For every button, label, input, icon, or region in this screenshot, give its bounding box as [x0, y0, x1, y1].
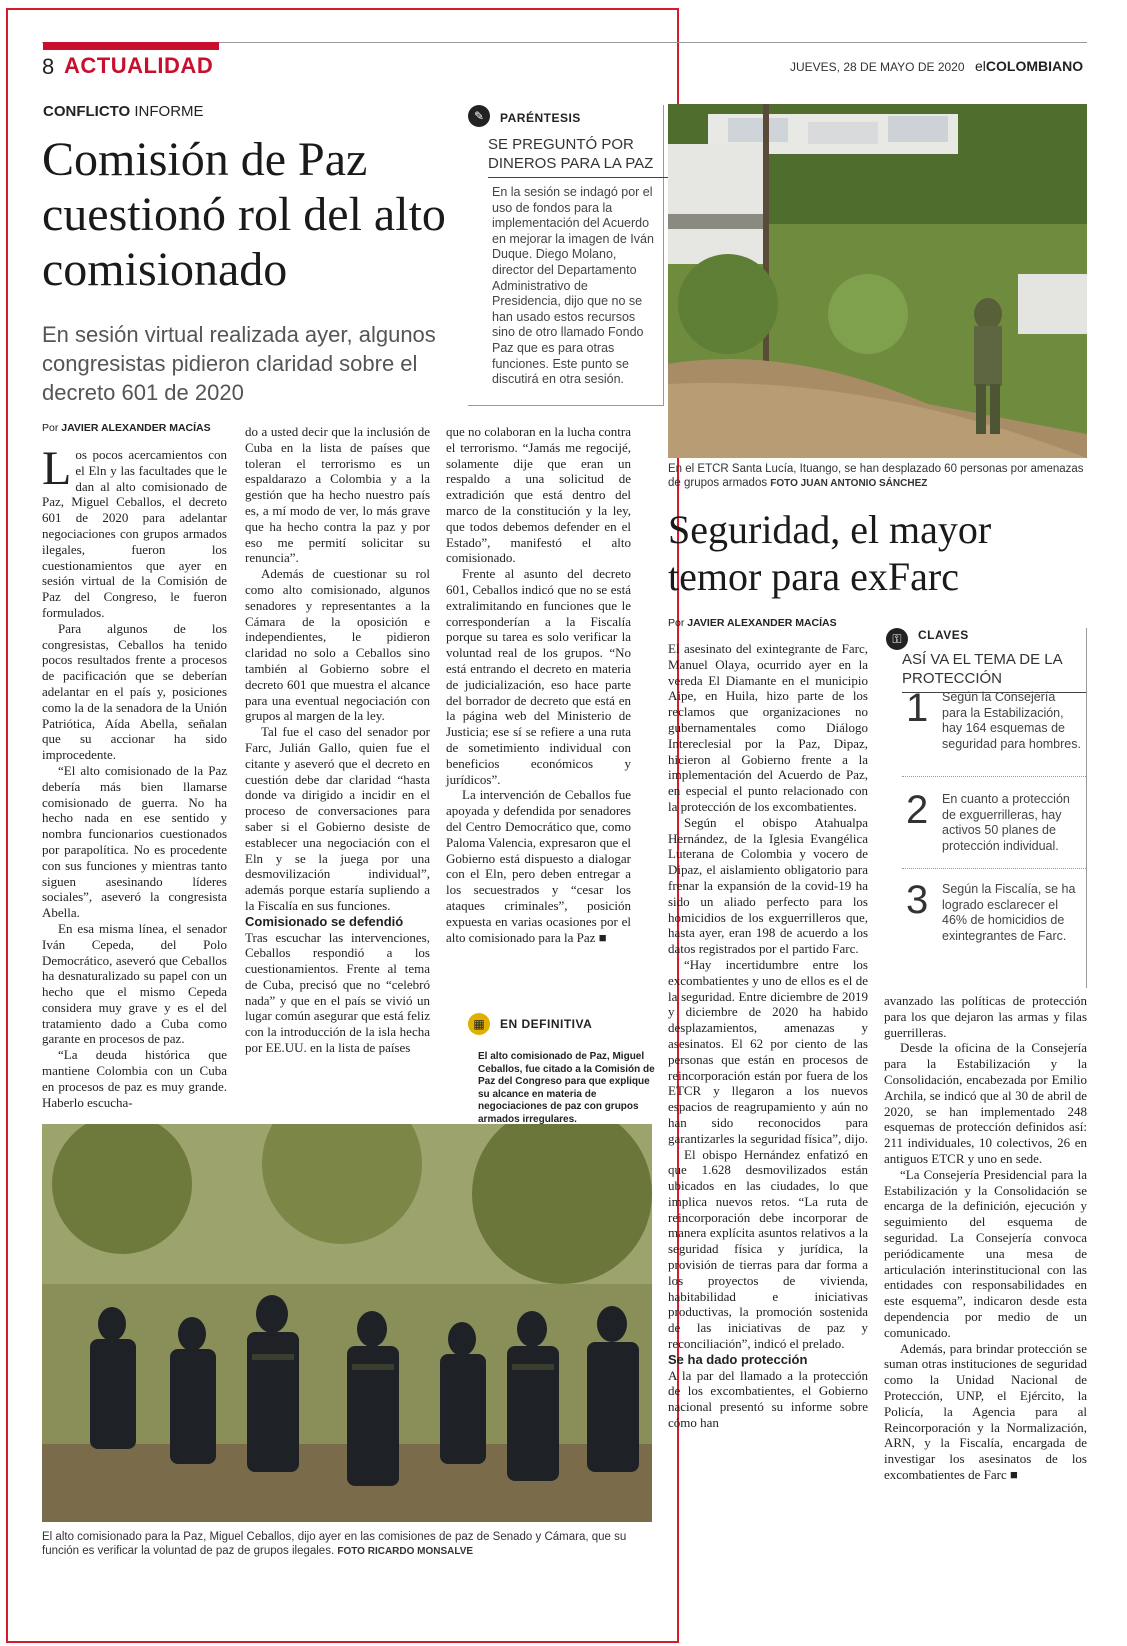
parentesis-box: [468, 105, 664, 406]
article-headline: Comisión de Paz cuestionó rol del alto comisionado: [42, 133, 446, 296]
soldiers-photo-caption: El alto comisionado para la Paz, Miguel Ceballos, dijo ayer en las comisiones de paz de Senado y Cámara, que su función es verificar la voluntad de paz de grupos ilegales. FOTO RICARDO MONSALVE: [42, 1531, 627, 1557]
claves-box: [886, 628, 1087, 988]
pin-icon: ✎: [468, 105, 490, 127]
etcr-photo: [668, 104, 1087, 458]
soldiers-photo-illustration: [42, 1124, 652, 1522]
en-definitiva-body: El alto comisionado de Paz, Miguel Ceballos, fue citado a la Comisión de Paz del Congreso para que explique su alcance en materia de negociaciones de paz con grupos armados irregulares.: [478, 1051, 655, 1125]
parentesis-label: PARÉNTESIS: [500, 111, 581, 125]
page-number: 8: [42, 54, 55, 79]
article2-subhead: Se ha dado protección: [668, 1351, 808, 1367]
claves-label: CLAVES: [918, 628, 969, 642]
section-color-bar: [43, 42, 219, 50]
article-kicker: CONFLICTO INFORME: [43, 103, 204, 120]
claves-subtitle: ASÍ VA EL TEMA DE LA PROTECCIÓN: [902, 650, 1086, 693]
clave-text: Según la Fiscalía, se ha logrado esclarecer el 46% de homicidios de exintegrantes de Farc.: [942, 882, 1076, 943]
soldiers-photo: [42, 1124, 652, 1522]
etcr-photo-illustration: [668, 104, 1087, 458]
clave-number: 3: [906, 878, 929, 922]
newspaper-brand: elCOLOMBIANO: [975, 58, 1084, 74]
article2-byline: Por JAVIER ALEXANDER MACÍAS: [668, 617, 837, 629]
clave-text: Según la Consejería para la Estabilización, hay 164 esquemas de seguridad para hombres.: [942, 690, 1081, 751]
section-name: ACTUALIDAD: [64, 53, 214, 78]
drop-cap: L: [42, 442, 72, 495]
key-icon: ⚿: [886, 628, 908, 650]
article-column-2: do a usted decir que la inclusión de Cuba en la lista de países que toleran el terrorismo es un espaldarazo a Colombia y a la gestión que ha hecho nuestro país es, a mí modo de ver, lo más grave que ha hecho contra la paz y por eso me permití solicitar su renuncia”. Además de cuestionar su rol como alto comisionado, algunos senadores y representantes a la Cámara de la oposición e independientes, le pidieron claridad no solo a Ceballos sino también al Gobierno sobre el decreto 601 que muestra el alcance para una eventual negociación con grupos al margen de la ley. Tal fue el caso del senador por Farc, Julián Gallo, quien fue el citante y aseveró que el decreto en cuestión debe dar claridad “hasta donde va dirigido a incidir en el proceso de conversaciones para saber si el Gobierno desiste de establecer una negociación con el Eln y se la juega por una desmovilización individual”, además porque estaría supliendo a la Fiscalía en sus funciones. Comisionado se defendió Tras escuchar las intervenciones, Ceballos respondió a los cuestionamientos. Frente al tema de Cuba, precisó que no “celebró nada” y que en el país se vivió un lugar común asegurar que está feliz con la introducción de la isla hecha por EE.UU. en la lista de países: [245, 424, 430, 1056]
article2-column-1: El asesinato del exintegrante de Farc, Manuel Olaya, ocurrido ayer en la vereda El Diamante en el municipio Aipe, en Huila, hizo parte de los reclamos que organizaciones no gubernamentales como Diálogo Intereclesial por la Paz, Dipaz, hicieron al Gobierno frente a la implementación del Acuerdo de Paz, en especial el punto relacionado con la protección de los excombatientes. Según el obispo Atahualpa Hernández, de la Iglesia Evangélica Luterana de Colombia y vocero de Dipaz, el aislamiento obligatorio para frenar la expansión de la covid-19 ha sido un aliado perfecto para los homicidios de los exguerrilleros que, hasta ayer, eran 198 de acuerdo a los datos registrados por el partido Farc. “Hay incertidumbre entre los excombatientes y uno de ellos es el de la seguridad. Entre diciembre de 2019 y diciembre de 2020 ha habido desplazamientos, amenazas y asesinatos. El 62 por ciento de las personas que están en procesos de reincorporación están por fuera de los ETCR y llegaron a los nuevos espacios de reagrupamiento y aún no han sido reconocidos para garantizarles la seguridad física”, dijo. El obispo Hernández enfatizó en que 1.628 desmovilizados están ubicados en las ciudades, lo que implica nuevos retos. “La ruta de reincorporación debe incorporar de manera explícita asuntos relativos a la seguridad física y jurídica, la provisión de tierras para dar forma a los proyectos de vivienda, habitabilidad e iniciativas productivas, la promoción sostenida de las iniciativas de paz y reconciliación”, indicó el prelado. Se ha dado protección A la par del llamado a la protección de los excombatientes, el Gobierno nacional presentó su informe sobre cómo han: [668, 641, 868, 1431]
article2-column-2: avanzado las políticas de protección para los que dejaron las armas y filas guerrilleras. Desde la oficina de la Consejería para la Estabilización y la Consolidación, encabezada por Emilio Archila, se indicó que al 30 de abril de 2020, se han implementado 248 esquemas de protección definidos así: 211 individuales, 10 colectivos, 26 en antiguos ETCR y uno en sede. “La Consejería Presidencial para la Estabilización y la Consolidación se encarga de la definición, ejecución y seguimiento del esquema de seguridad. La Consejería convoca periódicamente una mesa de articulación interinstitucional con las entidades con responsabilidades en este esquema”, indicaron desde esta dependencia por medio de un comunicado. Además, para brindar protección se suman otras instituciones de seguridad como la Unidad Nacional de Protección, UNP, el Ejército, la Policía, la Agencia para al Reincorporación y la Normalización, ARN, y la Fiscalía, encargada de investigar los asesinatos de los excombatientes de Farc ■: [884, 993, 1087, 1482]
clave-number: 1: [906, 686, 929, 730]
article-subhead: Comisionado se defendió: [245, 913, 404, 929]
en-definitiva-label: EN DEFINITIVA: [500, 1017, 593, 1031]
article-column-1: Los pocos acercamientos con el Eln y las facultades que le dan al alto comisionado de Paz, Miguel Ceballos, el decreto 601 de 2020 para adelantar negociaciones con grupos armados ilegales, fueron los cuestionamientos que ayer en sesión virtual de la Comisión de Paz del Congreso, le fueron formulados. Para algunos de los congresistas, Ceballos ha tenido pocos resultados frente a procesos de pacificación que se deberían adelantar en el país y, posiciones como la de la senadora de la Unión Patriótica, Aída Abella, señalan que su accionar ha sido improcedente. “El alto comisionado de la Paz debería más bien llamarse comisionado de guerra. No ha hecho nada en ese sentido y nombra funcionarios cuestionados por parapolítica. No es procedente con sus funciones y mientras tanto siguen asesinando líderes sociales”, aseveró la congresista Abella. En esa misma línea, el senador Iván Cepeda, del Polo Democrático, aseveró que Ceballos ha desnaturalizado su papel con un hecho que el mismo Cepeda considera muy grave y es el del tratamiento dado a Cuba como garante en procesos de paz. “La deuda histórica que mantiene Colombia con un Cuba en procesos de paz es muy grande. Haberlo escucha-: [42, 442, 227, 1110]
article-column-3: que no colaboran en la lucha contra el terrorismo. “Jamás me regocijé, solamente dije que eran un respaldo a una solicitud de extradición que está dentro del marco de la constitución y la ley, que todos debemos defender en el Estado”, manifestó el alto comisionado. Frente al asunto del decreto 601, Ceballos indicó que no se está extralimitando en funciones que le corresponderían a la Fiscalía porque su tarea es solo verificar la voluntad real de los grupos. “No está entrando el decreto en materia de judicialización, eso hace parte del borrador de decreto que está en la página web del Ministerio de Justicia; ese sí se refiere a una ruta de sometimiento individual con beneficios económicos y jurídicos”. La intervención de Ceballos fue apoyada y defendida por senadores del Centro Democrático que, como Paloma Valencia, expresaron que el Gobierno está dispuesto a dialogar con el Eln, pero deben entregar a los secuestrados y “cesar los ataques criminales”, posición expuesta en varias ocasiones por el alto comisionado para la Paz ■: [446, 424, 631, 945]
clave-divider: [902, 776, 1086, 777]
parentesis-body: En la sesión se indagó por el uso de fondos para la implementación del Acuerdo en mejorar la imagen de Iván Duque. Diego Molano, director del Departamento Administrativo de Presidencia, dijo que no se han usado estos recursos sino de otro llamado Fondo Paz que es para otras funciones. Este punto se discutirá en otra sesión.: [492, 185, 654, 387]
clave-number: 2: [906, 788, 929, 832]
clave-divider: [902, 868, 1086, 869]
parentesis-subtitle: SE PREGUNTÓ POR DINEROS PARA LA PAZ: [488, 135, 668, 178]
clave-text: En cuanto a protección de exguerrilleras, hay activos 50 planes de protección individual.: [942, 792, 1070, 853]
checker-icon: ▦: [468, 1013, 490, 1035]
article-deck: En sesión virtual realizada ayer, algunos congresistas pidieron claridad sobre el decreto 601 de 2020: [42, 322, 436, 405]
article2-headline: Seguridad, el mayor temor para exFarc: [668, 507, 992, 599]
edition-date: JUEVES, 28 DE MAYO DE 2020: [790, 60, 965, 74]
article-byline: Por JAVIER ALEXANDER MACÍAS: [42, 422, 211, 434]
etcr-photo-caption: En el ETCR Santa Lucía, Ituango, se han desplazado 60 personas por amenazas de grupos armados FOTO JUAN ANTONIO SÁNCHEZ: [668, 463, 1084, 489]
